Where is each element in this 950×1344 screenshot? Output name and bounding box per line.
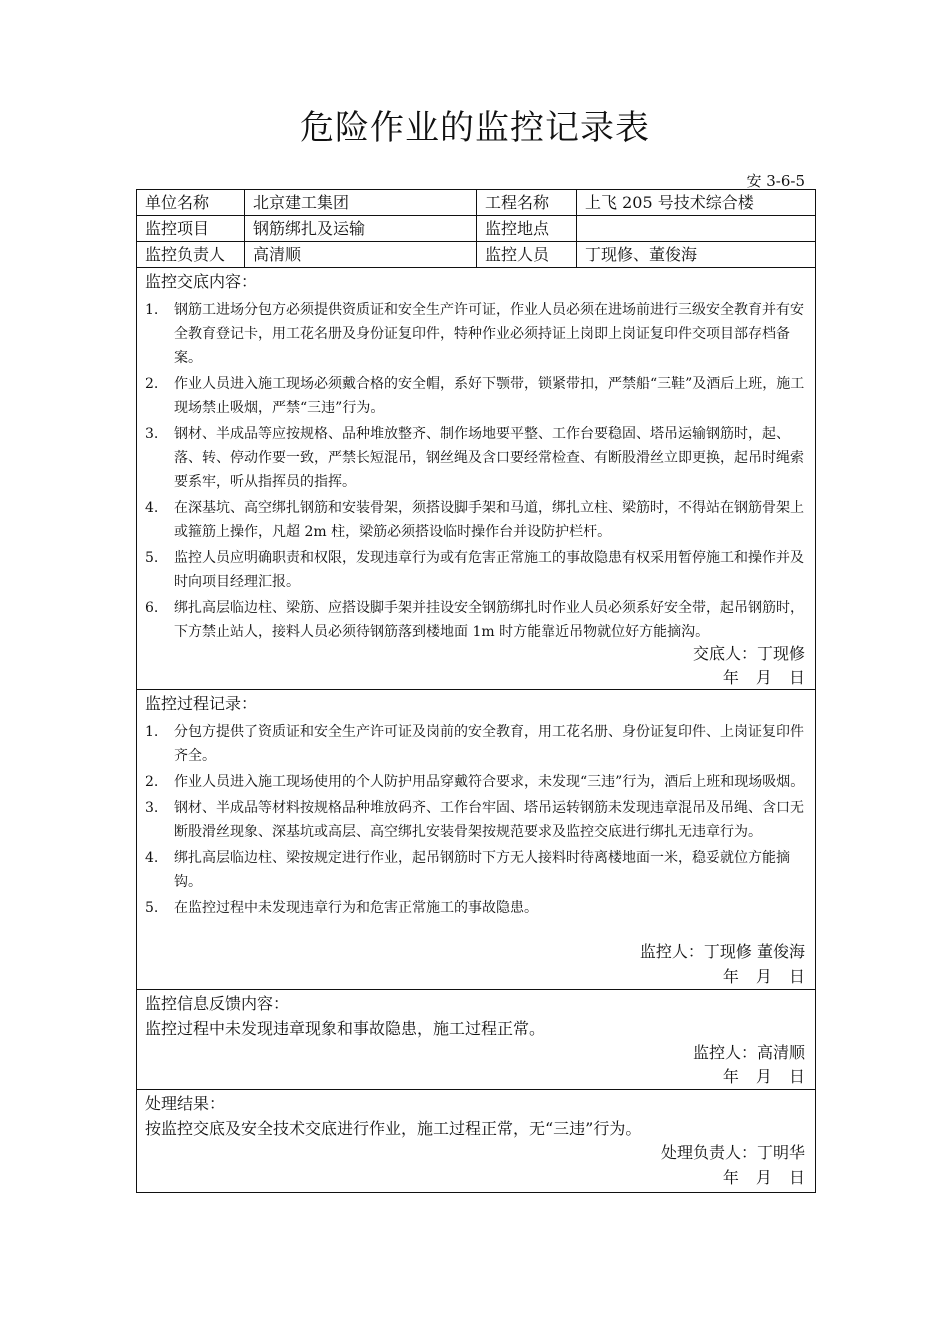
list-item bbox=[145, 546, 807, 594]
feedback-signer: 监控人：高清顺 bbox=[692, 1043, 805, 1062]
item-text: 在深基坑、高空绑扎钢筋和安装骨架，须搭设脚手架和马道，绑扎立柱、梁筋时，不得站在钢筋骨架上或箍筋上操作，凡超 2m 柱，梁筋必须搭设临时操作台并设防护栏杆。 bbox=[174, 500, 804, 540]
list-item bbox=[145, 596, 807, 644]
list-item bbox=[145, 796, 807, 844]
feedback-date: 年 月 日 bbox=[722, 1067, 805, 1086]
process-section bbox=[137, 690, 815, 990]
feedback-heading: 监控信息反馈内容： bbox=[145, 994, 290, 1013]
info-row bbox=[137, 190, 815, 216]
monitor-item-value: 钢筋绑扎及运输 bbox=[245, 216, 477, 241]
briefing-date: 年 月 日 bbox=[722, 668, 805, 687]
page-title: 危险作业的监控记录表 bbox=[300, 108, 650, 148]
item-text: 作业人员进入施工现场使用的个人防护用品穿戴符合要求，未发现“三违”行为，酒后上班和现场吸烟。 bbox=[174, 774, 805, 790]
item-text: 绑扎高层临边柱、梁按规定进行作业，起吊钢筋时下方无人接料时待离楼地面一米，稳妥就位方能摘钩。 bbox=[174, 850, 790, 890]
item-number: 2. bbox=[145, 376, 159, 392]
list-item bbox=[145, 372, 807, 420]
item-number: 3. bbox=[145, 426, 159, 442]
item-number: 3. bbox=[145, 800, 159, 816]
monitor-location-value bbox=[577, 216, 815, 241]
result-section bbox=[137, 1090, 815, 1192]
item-number: 2. bbox=[145, 774, 159, 790]
feedback-text: 监控过程中未发现违章现象和事故隐患，施工过程正常。 bbox=[145, 1019, 546, 1038]
item-number: 4. bbox=[145, 500, 159, 516]
briefing-heading: 监控交底内容： bbox=[145, 272, 258, 291]
process-heading: 监控过程记录： bbox=[145, 694, 258, 713]
monitor-item-label: 监控项目 bbox=[137, 216, 245, 241]
item-number: 1. bbox=[145, 724, 159, 740]
item-number: 6. bbox=[145, 600, 159, 616]
unit-name-value: 北京建工集团 bbox=[245, 190, 477, 215]
form-code: 安 3-6-5 bbox=[746, 172, 805, 190]
list-item bbox=[145, 846, 807, 894]
list-item bbox=[145, 720, 807, 768]
monitor-staff-label: 监控人员 bbox=[477, 242, 577, 267]
list-item bbox=[145, 422, 807, 494]
item-text: 分包方提供了资质证和安全生产许可证及岗前的安全教育，用工花名册、身份证复印件、上岗证复印件齐全。 bbox=[174, 724, 804, 764]
list-item bbox=[145, 496, 807, 544]
info-row bbox=[137, 242, 815, 268]
list-item bbox=[145, 770, 807, 794]
monitor-lead-value: 高清顺 bbox=[245, 242, 477, 267]
list-item bbox=[145, 298, 807, 370]
item-text: 钢筋工进场分包方必须提供资质证和安全生产许可证，作业人员必须在进场前进行三级安全教育并有安全教育登记卡，用工花名册及身份证复印件，特种作业必须持证上岗即上岗证复印件交项目部存档备案。 bbox=[174, 302, 804, 366]
monitor-lead-label: 监控负责人 bbox=[137, 242, 245, 267]
feedback-section bbox=[137, 990, 815, 1090]
project-name-label: 工程名称 bbox=[477, 190, 577, 215]
result-heading: 处理结果： bbox=[145, 1094, 226, 1113]
item-number: 5. bbox=[145, 550, 159, 566]
item-text: 钢材、半成品等材料按规格品种堆放码齐、工作台牢固、塔吊运转钢筋未发现违章混吊及吊绳、含口无断股滑丝现象、深基坑或高层、高空绑扎安装骨架按规范要求及监控交底进行绑扎无违章行为。 bbox=[174, 800, 804, 840]
item-text: 监控人员应明确职责和权限，发现违章行为或有危害正常施工的事故隐患有权采用暂停施工和操作并及时向项目经理汇报。 bbox=[174, 550, 804, 590]
record-table bbox=[136, 189, 816, 1193]
monitor-staff-value: 丁现修、董俊海 bbox=[585, 245, 698, 264]
result-signer: 处理负责人：丁明华 bbox=[660, 1143, 805, 1162]
list-item bbox=[145, 896, 807, 920]
item-number: 4. bbox=[145, 850, 159, 866]
project-name-value: 上飞 205 号技术综合楼 bbox=[585, 193, 754, 212]
process-list bbox=[145, 720, 807, 922]
item-text: 作业人员进入施工现场必须戴合格的安全帽，系好下颚带，锁紧带扣，严禁船“三鞋”及酒后上班，施工现场禁止吸烟，严禁“三违”行为。 bbox=[174, 376, 805, 416]
info-row bbox=[137, 216, 815, 242]
briefing-list bbox=[145, 298, 807, 646]
briefing-signer: 交底人：丁现修 bbox=[692, 644, 805, 663]
process-signer: 监控人：丁现修 董俊海 bbox=[639, 942, 805, 961]
item-text: 钢材、半成品等应按规格、品种堆放整齐、制作场地要平整、工作台要稳固、塔吊运输钢筋时，起、落、转、停动作要一致，严禁长短混吊，钢丝绳及含口要经常检查、有断股滑丝立即更换，起吊时绳索要系牢，听从指挥员的指挥。 bbox=[174, 426, 804, 490]
unit-name-label: 单位名称 bbox=[137, 190, 245, 215]
item-text: 在监控过程中未发现违章行为和危害正常施工的事故隐患。 bbox=[174, 900, 538, 916]
item-text: 绑扎高层临边柱、梁筋、应搭设脚手架并挂设安全钢筋绑扎时作业人员必须系好安全带，起吊钢筋时，下方禁止站人，接料人员必须待钢筋落到楼地面 1m 时方能靠近吊物就位好方能摘沟。 bbox=[174, 600, 804, 640]
item-number: 1. bbox=[145, 302, 159, 318]
briefing-section bbox=[137, 268, 815, 690]
item-number: 5. bbox=[145, 900, 159, 916]
result-text: 按监控交底及安全技术交底进行作业，施工过程正常，无“三违”行为。 bbox=[145, 1119, 642, 1138]
result-date: 年 月 日 bbox=[722, 1168, 805, 1187]
monitor-location-label: 监控地点 bbox=[477, 216, 577, 241]
process-date: 年 月 日 bbox=[722, 967, 805, 986]
